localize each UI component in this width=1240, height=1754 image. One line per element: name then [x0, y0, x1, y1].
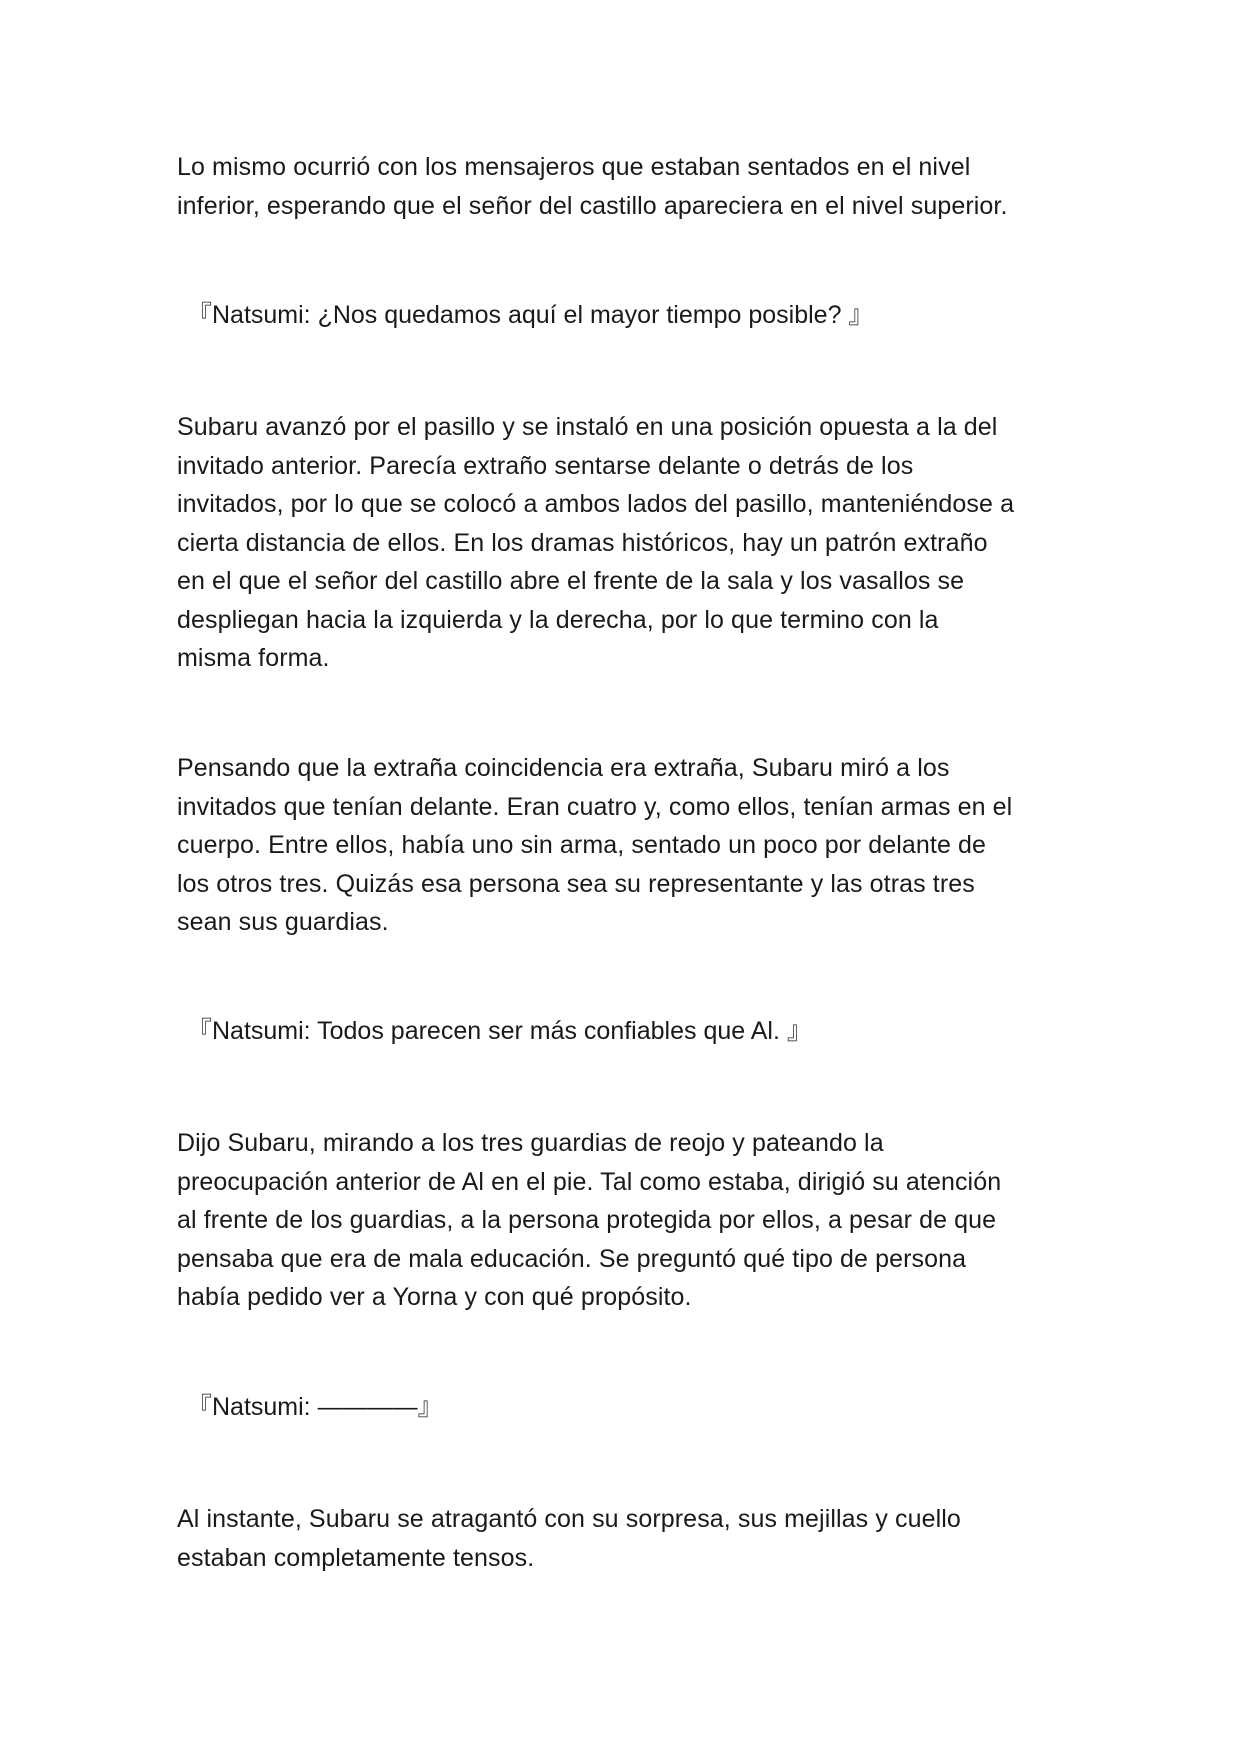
- paragraph-4: [177, 1124, 1072, 1317]
- paragraph-5: [177, 1500, 1072, 1577]
- text-line: pensaba que era de mala educación. Se preguntó qué tipo de persona: [177, 1244, 967, 1273]
- text-line: sean sus guardias.: [177, 908, 389, 936]
- text-line: despliegan hacia la izquierda y la derecha, por lo que termino con la: [177, 605, 939, 634]
- dialogue-line-1: 『Natsumi: ¿Nos quedamos aquí el mayor tiempo posible? 』: [187, 301, 874, 329]
- text-line: Lo mismo ocurrió con los mensajeros que estaban sentados en el nivel: [177, 153, 971, 181]
- dialogue-line-3: 『Natsumi: ————』: [187, 1393, 443, 1421]
- text-line: al frente de los guardias, a la persona protegida por ellos, a pesar de que: [177, 1206, 997, 1234]
- text-line: Dijo Subaru, mirando a los tres guardias de reojo y pateando la: [177, 1129, 884, 1157]
- text-line: invitados, por lo que se colocó a ambos lados del pasillo, manteniéndose a: [177, 490, 1015, 518]
- text-line: en el que el señor del castillo abre el frente de la sala y los vasallos se: [177, 567, 965, 595]
- text-line: cierta distancia de ellos. En los dramas históricos, hay un patrón extraño: [177, 528, 988, 557]
- text-line: preocupación anterior de Al en el pie. Tal como estaba, dirigió su atención: [177, 1167, 1002, 1196]
- text-line: Subaru avanzó por el pasillo y se instaló en una posición opuesta a la del: [177, 413, 998, 441]
- paragraph-3: [177, 749, 1072, 942]
- text-line: Al instante, Subaru se atragantó con su sorpresa, sus mejillas y cuello: [177, 1505, 961, 1533]
- text-line: misma forma.: [177, 644, 330, 672]
- paragraph-2: [177, 408, 1072, 678]
- text-line: estaban completamente tensos.: [177, 1543, 535, 1572]
- text-line: inferior, esperando que el señor del castillo apareciera en el nivel superior.: [177, 191, 1008, 220]
- text-line: había pedido ver a Yorna y con qué propósito.: [177, 1283, 692, 1311]
- text-line: invitados que tenían delante. Eran cuatro y, como ellos, tenían armas en el: [177, 792, 1013, 821]
- dialogue-line-2: 『Natsumi: Todos parecen ser más confiables que Al. 』: [187, 1017, 812, 1045]
- text-line: cuerpo. Entre ellos, había uno sin arma, sentado un poco por delante de: [177, 831, 987, 859]
- text-line: Pensando que la extraña coincidencia era extraña, Subaru miró a los: [177, 754, 950, 782]
- paragraph-1: [177, 148, 1072, 225]
- text-line: invitado anterior. Parecía extraño sentarse delante o detrás de los: [177, 451, 914, 480]
- text-line: los otros tres. Quizás esa persona sea su representante y las otras tres: [177, 869, 975, 898]
